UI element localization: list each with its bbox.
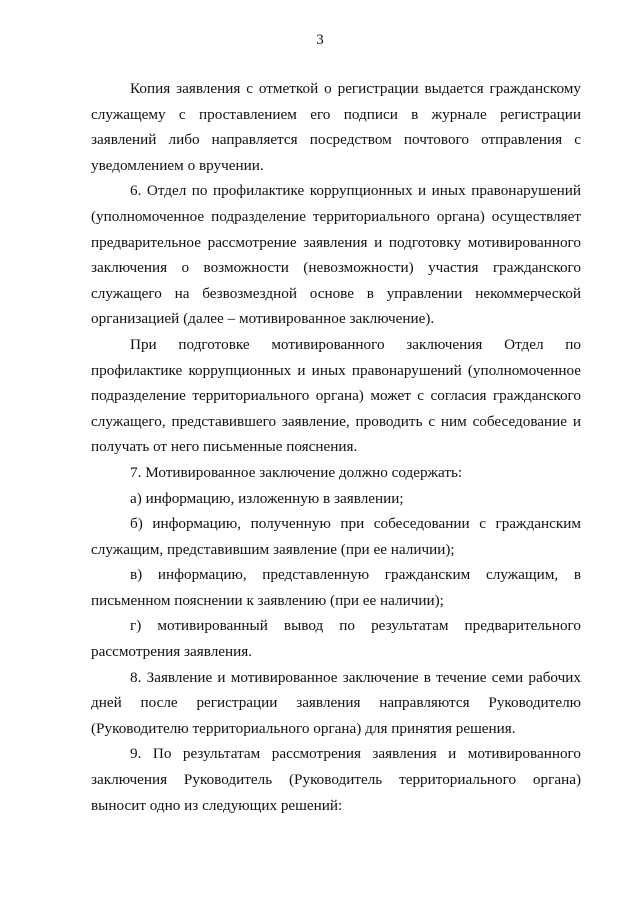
paragraph-9: 9. По результатам рассмотрения заявления и мотивированного заключения Руководитель (Руководитель территориального органа) выносит одно из следующих решений: — [91, 745, 581, 814]
paragraph-7b: б) информацию, полученную при собеседовании с гражданским служащим, представившим заявление (при ее наличии); — [91, 515, 581, 558]
paragraph-7: 7. Мотивированное заключение должно содержать: — [130, 463, 463, 481]
paragraph-7g: г) мотивированный вывод по результатам предварительного рассмотрения заявления. — [91, 617, 581, 661]
paragraph-copy-issuance: Копия заявления с отметкой о регистрации выдается гражданскому служащему с проставлением его подписи в журнале регистрации заявлений либо направляется посредством почтового отправления с уведомлением о вручении. — [91, 80, 581, 174]
paragraph-8: 8. Заявление и мотивированное заключение в течение семи рабочих дней после регистрации заявления направляются Руководителю (Руководителю территориального органа) для принятия решения. — [91, 668, 581, 737]
paragraph-7a: а) информацию, изложенную в заявлении; — [130, 489, 404, 507]
page-number: 3 — [316, 32, 324, 48]
paragraph-6: 6. Отдел по профилактике коррупционных и иных правонарушений (уполномоченное подразделение территориального органа) осуществляет предварительное рассмотрение заявления и подготовку мотивированного заключения о возможности (невозможности) участия гражданского служащего на безвозмездной основе в управлении некоммерческой организацией (далее – мотивированное заключение). — [91, 182, 581, 328]
document-body — [91, 76, 581, 818]
paragraph-interview: При подготовке мотивированного заключения Отдел по профилактике коррупционных и иных правонарушений (уполномоченное подразделение территориального органа) может с согласия гражданского служащего, представившего заявление, проводить с ним собеседование и получать от него письменные пояснения. — [91, 335, 581, 456]
paragraph-7v: в) информацию, представленную гражданским служащим, в письменном пояснении к заявлению (при ее наличии); — [91, 566, 581, 609]
